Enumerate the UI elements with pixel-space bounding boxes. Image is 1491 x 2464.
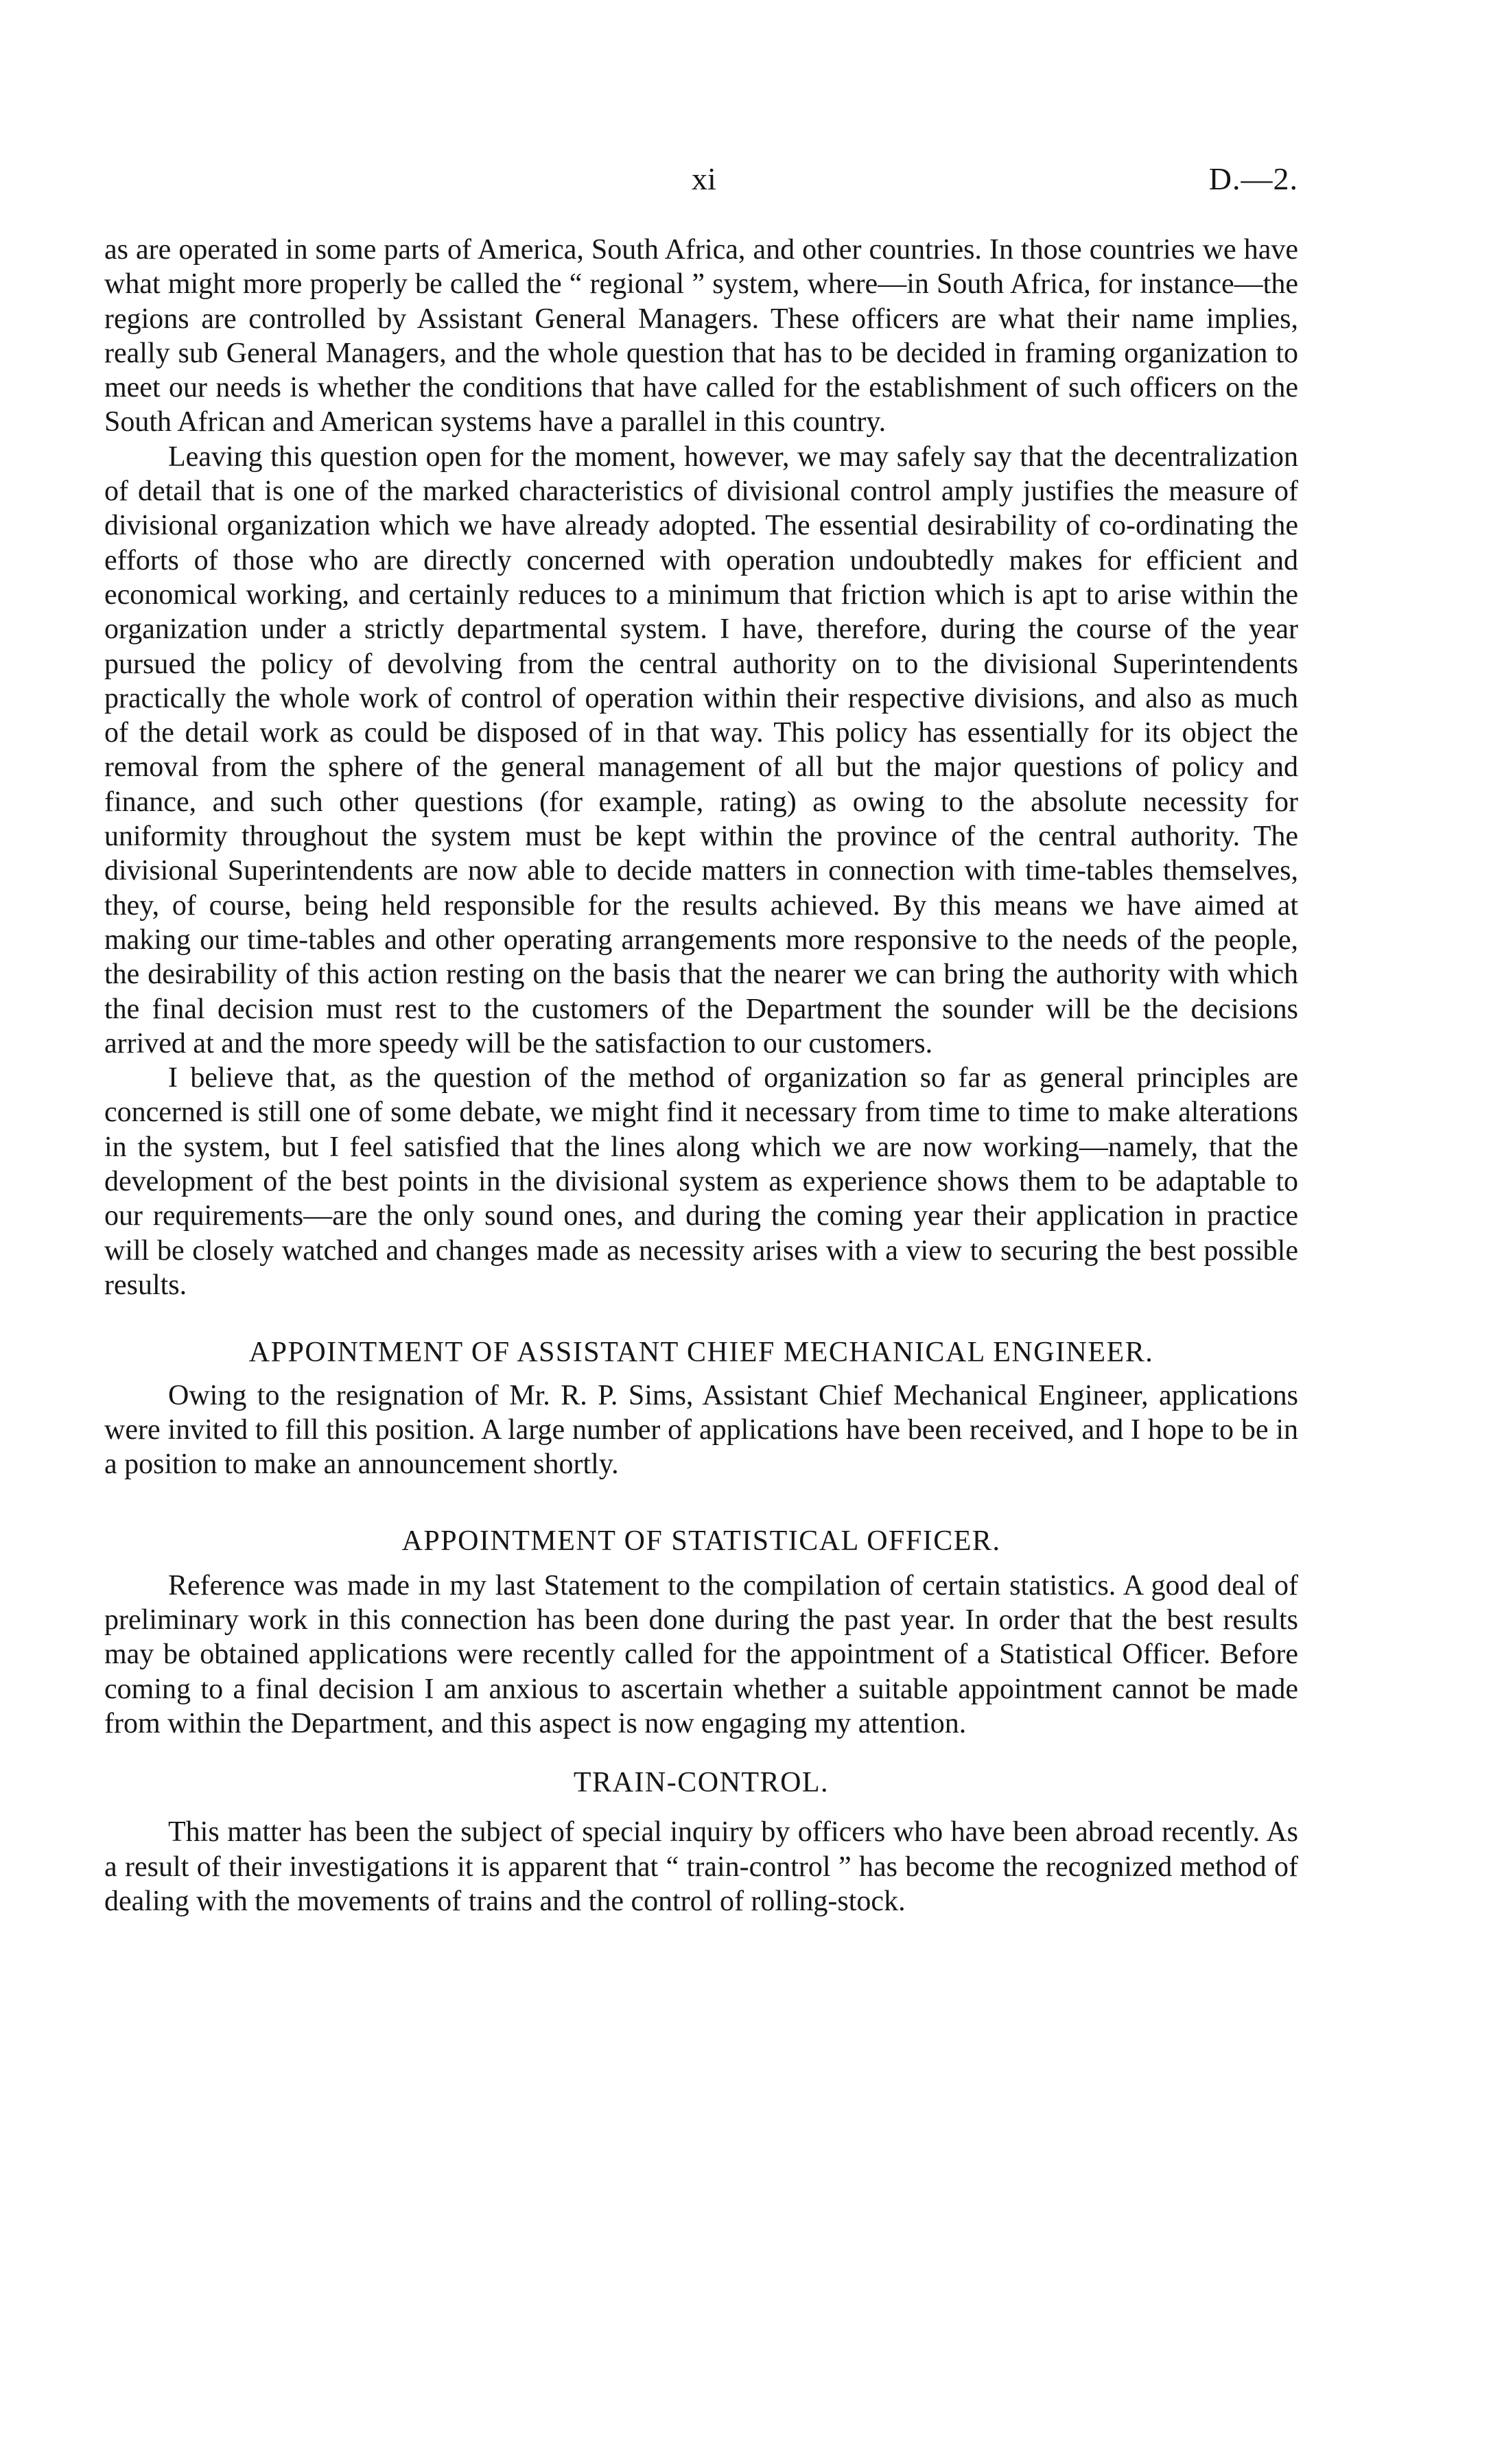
page-body — [104, 233, 1298, 1919]
heading-statistical-officer: APPOINTMENT OF STATISTICAL OFFICER. — [401, 1525, 1001, 1558]
page-number: xi — [692, 161, 716, 196]
section-assistant-engineer — [104, 1335, 1298, 1481]
paragraph-train-control: This matter has been the subject of special inquiry by officers who have been abroad recently. As a result of their investigations it is apparent that “ train-control ” has become the recognized method of dealing with the movements of trains and the control of rolling-stock. — [104, 1816, 1298, 1918]
paragraph-assistant-engineer: Owing to the resignation of Mr. R. P. Sims, Assistant Chief Mechanical Engineer, applications were invited to fill this position. A large number of applications have been received, and I hope to be in a position to make an announcement shortly. — [104, 1379, 1298, 1481]
page-header — [104, 162, 1298, 200]
section-train-control — [104, 1765, 1298, 1919]
section-statistical-officer — [104, 1524, 1298, 1741]
paragraph-organization-method: I believe that, as the question of the method of organization so far as general principles are concerned is still one of some debate, we might find it necessary from time to time to make alterations in the system, but I feel satisfied that the lines along which we are now working—namely, that the development of the best points in the divisional system as experience shows them to be adaptable to our requirements—are the only sound ones, and during the coming year their application in practice will be closely watched and changes made as necessity arises with a view to securing the best possible results. — [104, 1062, 1298, 1301]
paragraph-decentralization: Leaving this question open for the moment, however, we may safely say that the decentralization of detail that is one of the marked characteristics of divisional control amply justifies the measure of divisional organization which we have already adopted. The essential desirability of co-ordinating the efforts of those who are directly concerned with operation undoubtedly makes for efficient and economical working, and certainly reduces to a minimum that friction which is apt to arise within the organization under a strictly departmental system. I have, therefore, during the course of the year pursued the policy of devolving from the central authority on to the divisional Superintendents practically the whole work of control of operation within their respective divisions, and also as much of the detail work as could be disposed of in that way. This policy has essentially for its object the removal from the sphere of the general management of all but the major questions of policy and finance, and such other questions (for example, rating) as owing to the absolute necessity for uniformity throughout the system must be kept within the province of the central authority. The divisional Superintendents are now able to decide matters in connection with time-tables themselves, they, of course, being held responsible for the results achieved. By this means we have aimed at making our time-tables and other operating arrangements more responsive to the needs of the people, the desirability of this action resting on the basis that the nearer we can bring the authority with which the final decision must rest to the customers of the Department the sounder will be the decisions arrived at and the more speedy will be the satisfaction to our customers. — [104, 441, 1298, 1059]
heading-assistant-engineer: APPOINTMENT OF ASSISTANT CHIEF MECHANICAL ENGINEER. — [248, 1337, 1154, 1369]
document-reference: D.—2. — [1208, 161, 1298, 196]
paragraph-statistical-officer: Reference was made in my last Statement to the compilation of certain statistics. A good deal of preliminary work in this connection has been done during the past year. In order that the best results may be obtained applications were recently called for the appointment of a Statistical Officer. Before coming to a final decision I am anxious to ascertain whether a suitable appointment cannot be made from within the Department, and this aspect is now engaging my attention. — [104, 1569, 1298, 1739]
heading-train-control: TRAIN-CONTROL. — [573, 1767, 830, 1799]
section-organization — [104, 233, 1298, 1302]
paragraph-continuation: as are operated in some parts of America, South Africa, and other countries. In those countries we have what might more properly be called the “ regional ” system, where—in South Africa, for instance—the regions are controlled by Assistant General Managers. These officers are what their name implies, really sub General Managers, and the whole question that has to be decided in framing organization to meet our needs is whether the conditions that have called for the establishment of such officers on the South African and American systems have a parallel in this country. — [104, 234, 1298, 438]
